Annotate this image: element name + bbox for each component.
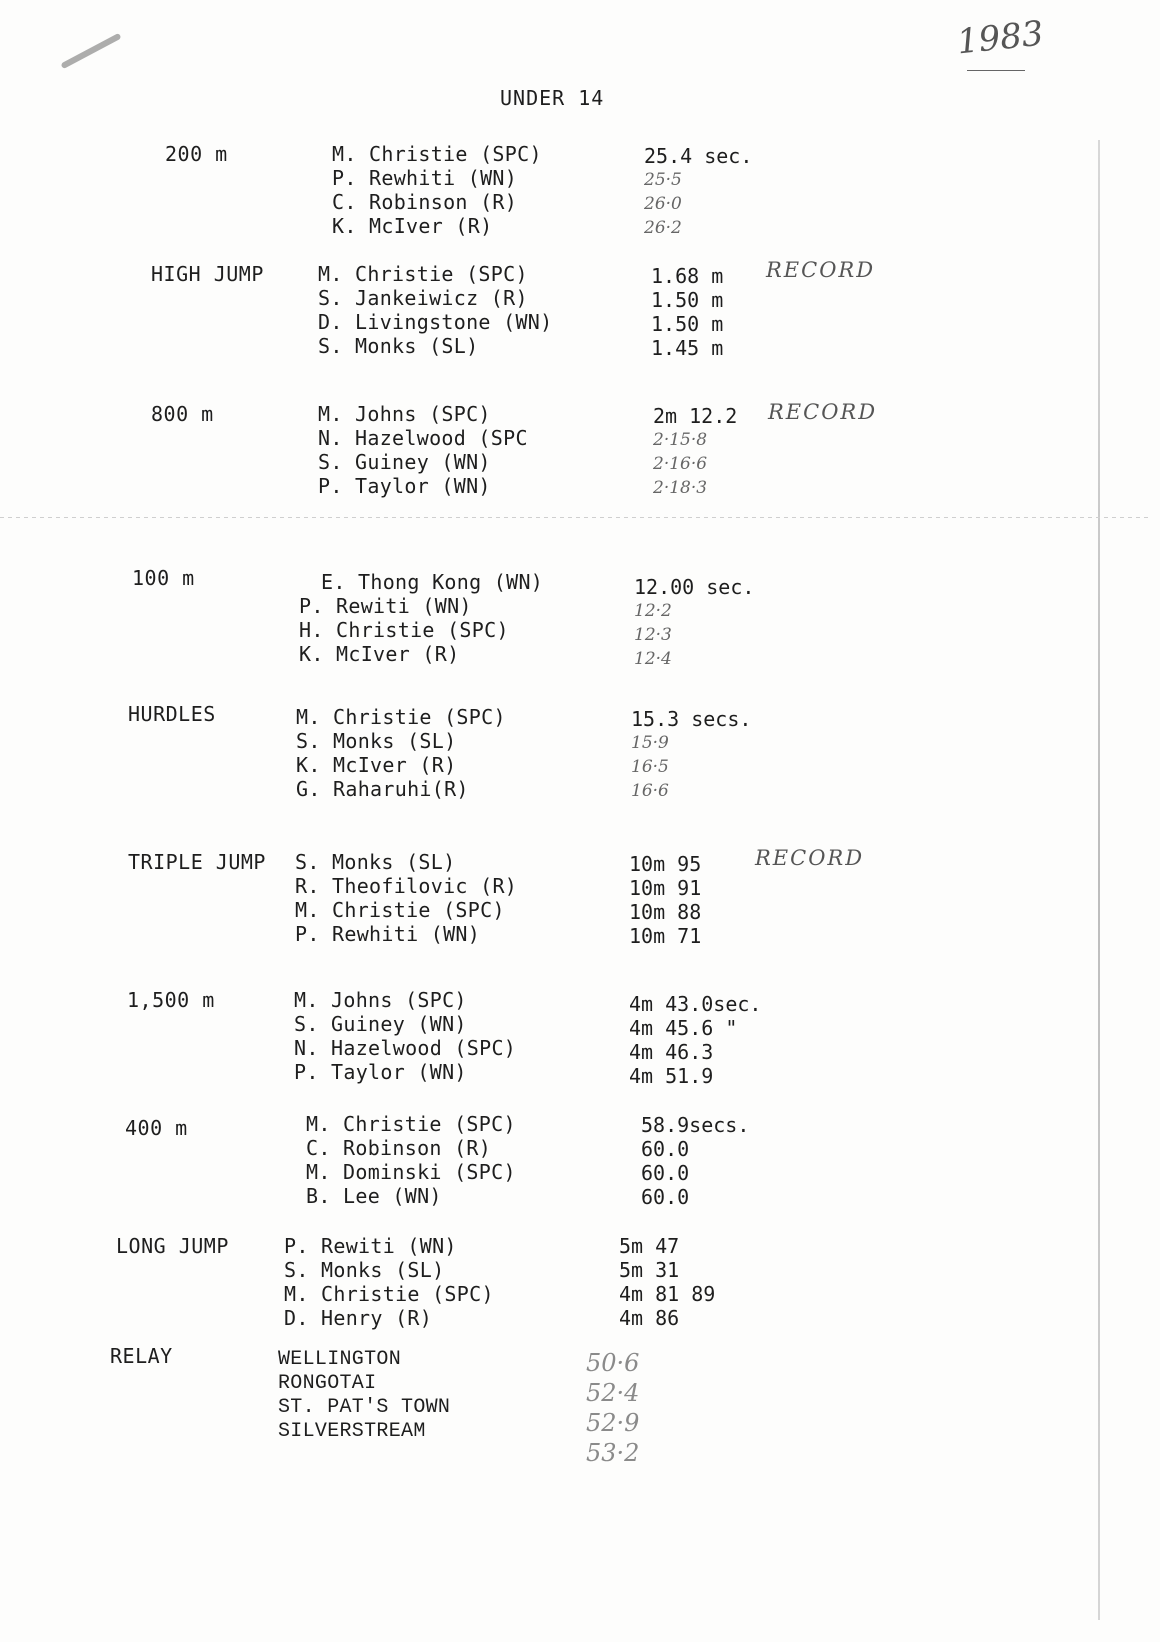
result: 15.3 secs. xyxy=(631,707,752,731)
entry: P. Rewiti (WN) xyxy=(299,594,472,618)
event-name: 800 m xyxy=(151,402,214,426)
entry: S. Monks (SL) xyxy=(318,334,479,358)
result: 52·9 xyxy=(586,1409,640,1437)
entry: M. Dominski (SPC) xyxy=(306,1160,516,1184)
result: 1.50 m xyxy=(651,288,724,312)
event-entries xyxy=(299,570,543,666)
event-entries xyxy=(278,1348,450,1444)
entry: S. Jankeiwicz (R) xyxy=(318,286,528,310)
entry: D. Livingstone (WN) xyxy=(318,310,553,334)
entry: D. Henry (R) xyxy=(284,1306,433,1330)
result: 2·16·6 xyxy=(653,454,708,474)
entry: M. Johns (SPC) xyxy=(294,988,467,1012)
entry: K. McIver (R) xyxy=(332,214,493,238)
event-results xyxy=(586,1348,639,1468)
entry: K. McIver (R) xyxy=(296,753,457,777)
entry: E. Thong Kong (WN) xyxy=(321,570,544,594)
entry: S. Monks (SL) xyxy=(284,1258,445,1282)
result: 4m 86 xyxy=(619,1306,680,1330)
event-entries xyxy=(294,988,516,1084)
entry: M. Christie (SPC) xyxy=(306,1112,516,1136)
record-note: RECORD xyxy=(768,400,878,424)
event-entries xyxy=(332,142,542,238)
entry: K. McIver (R) xyxy=(299,642,460,666)
record-note: RECORD xyxy=(755,846,865,870)
handwritten-year: 1983 xyxy=(955,13,1046,63)
entry: S. Guiney (WN) xyxy=(318,450,491,474)
result: 5m 31 xyxy=(619,1258,680,1282)
event-name: 400 m xyxy=(125,1116,188,1140)
event-entries xyxy=(318,402,528,498)
entry: R. Theofilovic (R) xyxy=(295,874,518,898)
result: 4m 45.6 " xyxy=(629,1016,738,1040)
event-results xyxy=(634,575,754,671)
event-results xyxy=(629,852,701,948)
event-name: LONG JUMP xyxy=(116,1234,229,1258)
entry: M. Christie (SPC) xyxy=(296,705,506,729)
entry: M. Christie (SPC) xyxy=(318,262,528,286)
entry: S. Monks (SL) xyxy=(295,850,456,874)
entry: S. Guiney (WN) xyxy=(294,1012,467,1036)
result: 16·6 xyxy=(631,781,669,801)
event-name: 1,500 m xyxy=(127,988,215,1012)
event-entries xyxy=(296,705,506,801)
result: 2m 12.2 xyxy=(653,404,738,428)
result: 2·15·8 xyxy=(653,430,708,450)
result: 26·0 xyxy=(644,194,682,214)
entry: B. Lee (WN) xyxy=(306,1184,442,1208)
page-edge xyxy=(1098,140,1100,1620)
result: 4m 46.3 xyxy=(629,1040,714,1064)
result: 53·2 xyxy=(586,1439,640,1467)
event-name: 200 m xyxy=(165,142,228,166)
entry: P. Rewhiti (WN) xyxy=(295,922,481,946)
event-name: HIGH JUMP xyxy=(151,262,264,286)
result: 2·18·3 xyxy=(653,478,708,498)
result: 4m 81 89 xyxy=(619,1282,716,1306)
result: 12·2 xyxy=(634,601,672,621)
event-entries xyxy=(284,1234,494,1330)
year-underline xyxy=(967,70,1025,71)
entry: M. Christie (SPC) xyxy=(332,142,542,166)
event-name: HURDLES xyxy=(128,702,216,726)
result: 4m 43.0sec. xyxy=(629,992,762,1016)
event-results xyxy=(644,144,752,240)
entry: RONGOTAI xyxy=(278,1372,377,1395)
event-results xyxy=(653,404,737,500)
entry: WELLINGTON xyxy=(278,1348,402,1371)
event-name: RELAY xyxy=(110,1344,173,1368)
page-title: UNDER 14 xyxy=(500,86,605,110)
record-note: RECORD xyxy=(766,258,876,282)
entry: M. Christie (SPC) xyxy=(284,1282,494,1306)
entry: N. Hazelwood (SPC xyxy=(318,426,528,450)
result: 10m 71 xyxy=(629,924,702,948)
event-results xyxy=(631,707,751,803)
entry: SILVERSTREAM xyxy=(278,1420,426,1443)
result: 10m 95 xyxy=(629,852,702,876)
event-results xyxy=(629,992,761,1088)
result: 15·9 xyxy=(631,733,669,753)
result: 16·5 xyxy=(631,757,669,777)
entry: P. Rewhiti (WN) xyxy=(332,166,518,190)
entry: M. Johns (SPC) xyxy=(318,402,491,426)
event-name: TRIPLE JUMP xyxy=(128,850,266,874)
entry: P. Taylor (WN) xyxy=(318,474,491,498)
result: 12·4 xyxy=(634,649,672,669)
ink-smudge xyxy=(60,33,121,69)
result: 50·6 xyxy=(586,1349,640,1377)
result: 1.45 m xyxy=(651,336,724,360)
event-entries xyxy=(295,850,517,946)
result: 10m 91 xyxy=(629,876,702,900)
entry: N. Hazelwood (SPC) xyxy=(294,1036,517,1060)
entry: C. Robinson (R) xyxy=(306,1136,492,1160)
entry: G. Raharuhi(R) xyxy=(296,777,469,801)
event-results xyxy=(619,1234,715,1330)
entry: P. Rewiti (WN) xyxy=(284,1234,457,1258)
result: 25.4 sec. xyxy=(644,144,753,168)
entry: M. Christie (SPC) xyxy=(295,898,505,922)
result: 60.0 xyxy=(641,1185,690,1209)
entry: P. Taylor (WN) xyxy=(294,1060,467,1084)
result: 12·3 xyxy=(634,625,672,645)
result: 1.50 m xyxy=(651,312,724,336)
event-results xyxy=(651,264,723,360)
result: 26·2 xyxy=(644,218,682,238)
event-entries xyxy=(318,262,552,358)
event-entries xyxy=(306,1112,516,1208)
entry: H. Christie (SPC) xyxy=(299,618,509,642)
event-results xyxy=(641,1113,749,1209)
event-name: 100 m xyxy=(132,566,195,590)
result: 60.0 xyxy=(641,1161,690,1185)
result: 1.68 m xyxy=(651,264,724,288)
entry: ST. PAT'S TOWN xyxy=(278,1396,451,1419)
entry: C. Robinson (R) xyxy=(332,190,518,214)
entry: S. Monks (SL) xyxy=(296,729,457,753)
result: 25·5 xyxy=(644,170,682,190)
result: 4m 51.9 xyxy=(629,1064,714,1088)
result: 12.00 sec. xyxy=(634,575,755,599)
result: 5m 47 xyxy=(619,1234,680,1258)
fold-line xyxy=(0,517,1150,518)
result: 52·4 xyxy=(586,1379,640,1407)
result: 10m 88 xyxy=(629,900,702,924)
result: 60.0 xyxy=(641,1137,690,1161)
result: 58.9secs. xyxy=(641,1113,750,1137)
